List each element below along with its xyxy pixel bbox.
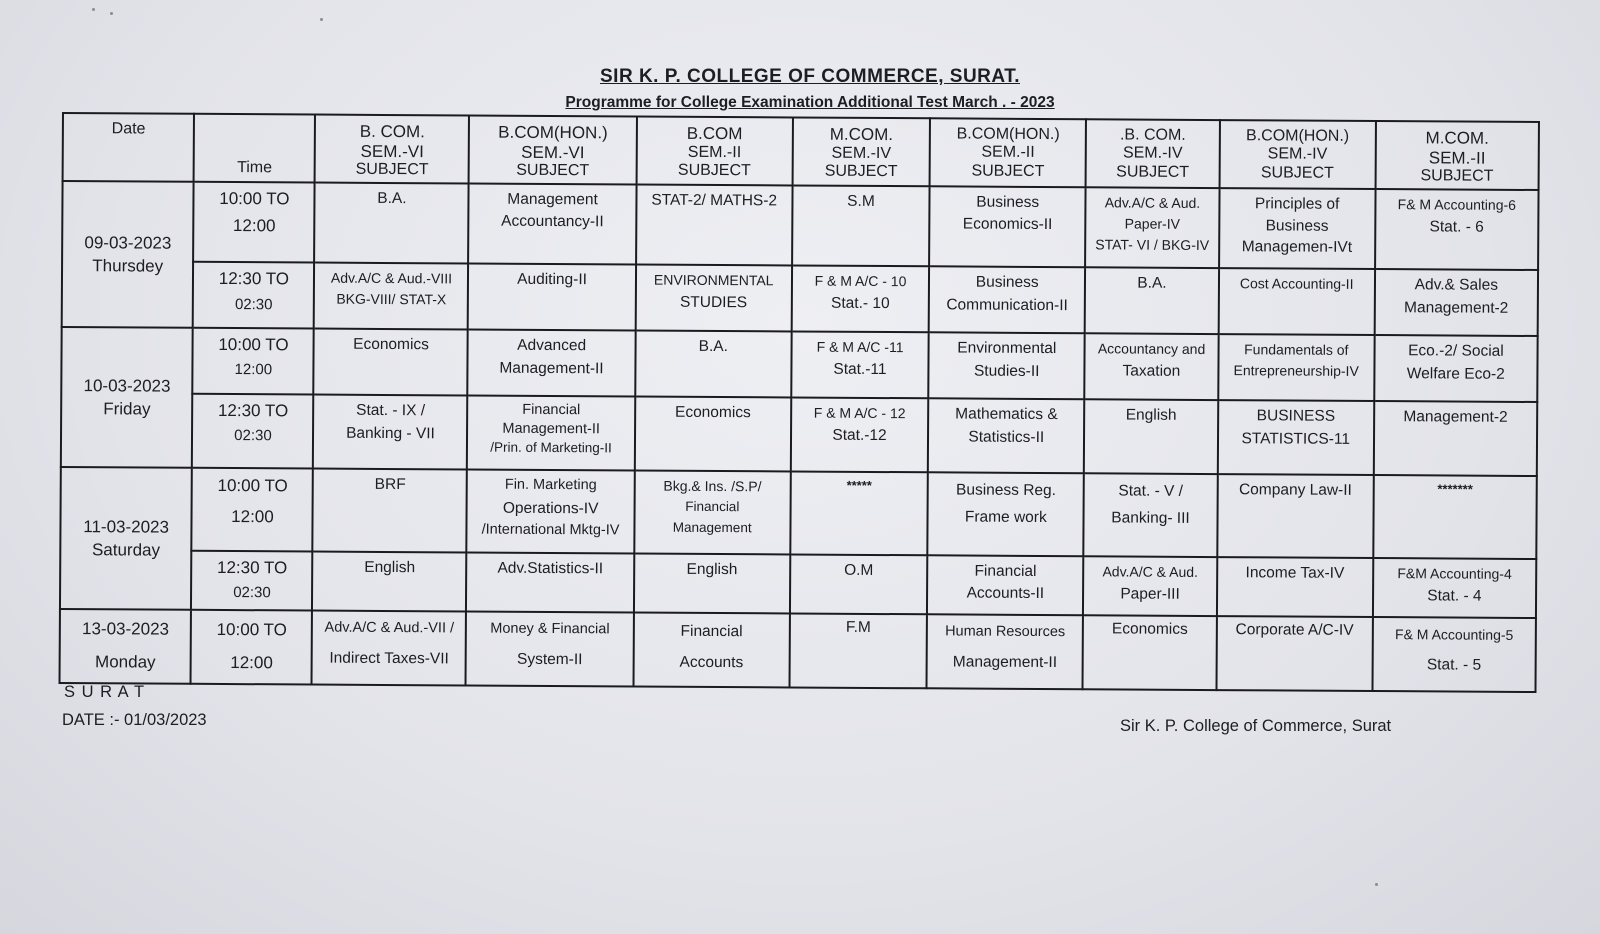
subject-cell: S.M <box>792 185 930 266</box>
subject-cell: Economics <box>1083 615 1217 690</box>
subject-cell: Business Reg. Frame work <box>928 473 1085 556</box>
footer-place: S U R A T <box>64 683 146 701</box>
subject-cell: Adv.A/C & Aud.-VIII BKG-VIII/ STAT-X <box>314 263 468 330</box>
subject-cell: Fin. Marketing Operations-IV /International Mktg-IV <box>467 470 635 553</box>
col-header-bcomhon-sem2: B.COM(HON.) SEM.-II SUBJECT <box>930 118 1086 187</box>
subject-cell: English <box>1084 399 1218 474</box>
header-row <box>63 113 1539 190</box>
col-header-bcom-sem4: .B. COM. SEM.-IV SUBJECT <box>1086 119 1220 188</box>
subject-cell: English <box>312 551 466 611</box>
table-row <box>60 609 1536 692</box>
time-cell: 12:30 TO 02:30 <box>191 550 312 610</box>
subject-cell: Management Accountancy-II <box>469 183 637 264</box>
time-cell: 10:00 TO 12:00 <box>193 182 315 263</box>
subject-cell: Human Resources Management-II <box>927 614 1083 689</box>
time-cell: 12:30 TO 02:30 <box>193 262 315 329</box>
subject-cell: Adv.Statistics-II <box>466 552 634 612</box>
subject-cell: Management-2 <box>1374 401 1538 476</box>
date-cell: 13-03-2023 Monday <box>60 609 192 684</box>
subject-cell: Business Communication-II <box>929 267 1085 334</box>
footer-date: DATE :- 01/03/2023 <box>62 711 207 729</box>
subject-cell: F & M A/C - 10 Stat.- 10 <box>791 266 929 333</box>
subject-cell: O.M <box>790 554 928 614</box>
table-row <box>60 467 1536 558</box>
subject-cell: Stat. - V / Banking- III <box>1084 474 1218 557</box>
subject-cell: Stat. - IX / Banking - VII <box>313 395 467 470</box>
time-header: Time <box>194 114 316 183</box>
time-cell: 10:00 TO 12:00 <box>192 468 314 551</box>
subject-cell: Economics <box>314 329 468 396</box>
table-row <box>62 261 1538 336</box>
exam-timetable <box>59 112 1540 693</box>
subject-cell: B.A. <box>315 183 469 264</box>
paper-speck <box>110 12 113 15</box>
subject-cell: Adv.A/C & Aud. Paper-IV STAT- VI / BKG-IV <box>1085 187 1219 268</box>
subject-cell: Mathematics & Statistics-II <box>928 398 1084 473</box>
subject-cell: BRF <box>313 469 467 552</box>
subject-cell: Economics <box>635 397 791 472</box>
date-header: Date <box>63 113 195 182</box>
subject-cell: F& M Accounting-5 Stat. - 5 <box>1372 617 1536 692</box>
subject-cell: Auditing-II <box>468 264 636 331</box>
time-cell: 12:30 TO 02:30 <box>192 394 314 469</box>
table-row <box>60 550 1536 618</box>
subject-cell: Accountancy and Taxation <box>1085 333 1219 400</box>
paper-speck <box>1375 883 1378 886</box>
subject-cell: Environmental Studies-II <box>929 333 1085 400</box>
table-row <box>62 181 1538 270</box>
paper-speck <box>92 8 95 11</box>
time-cell: 10:00 TO 12:00 <box>193 328 315 395</box>
subject-cell: Adv.A/C & Aud.-VII / Indirect Taxes-VII <box>312 610 466 685</box>
col-header-bcom-sem2: B.COM SEM.-II SUBJECT <box>636 117 792 186</box>
subject-cell: BUSINESS STATISTICS-11 <box>1218 400 1374 475</box>
subject-cell: F & M A/C - 12 Stat.-12 <box>791 398 929 473</box>
subject-cell: F& M Accounting-6 Stat. - 6 <box>1375 189 1539 270</box>
subject-cell: ENVIRONMENTAL STUDIES <box>635 265 791 332</box>
col-header-mcom-sem2: M.COM. SEM.-II SUBJECT <box>1375 121 1539 190</box>
subject-cell: STAT-2/ MATHS-2 <box>636 185 793 266</box>
col-header-bcomhon-sem4: B.COM(HON.) SEM.-IV SUBJECT <box>1219 120 1375 189</box>
table-row <box>61 393 1537 476</box>
subject-cell: Cost Accounting-II <box>1218 268 1374 335</box>
subject-cell: Money & Financial System-II <box>466 611 634 686</box>
subject-cell: Principles of Business Managemen-IVt <box>1219 188 1376 269</box>
date-cell: 09-03-2023 Thursdey <box>62 181 194 328</box>
subject-cell: English <box>634 553 790 613</box>
subject-cell: Income Tax-IV <box>1217 557 1373 617</box>
subject-cell: ******* <box>1373 475 1537 558</box>
subject-cell: F&M Accounting-4 Stat. - 4 <box>1373 558 1537 618</box>
subject-cell: Eco.-2/ Social Welfare Eco-2 <box>1374 335 1538 402</box>
subject-cell: Company Law-II <box>1217 474 1374 557</box>
college-title: SIR K. P. COLLEGE OF COMMERCE, SURAT. <box>600 66 1020 87</box>
subject-cell: Financial Accounts-II <box>927 555 1083 615</box>
date-cell: 11-03-2023 Saturday <box>60 467 192 609</box>
table-row <box>61 327 1537 402</box>
subject-cell: Advanced Management-II <box>468 330 636 397</box>
col-header-bcom-sem6: B. COM. SEM.-VI SUBJECT <box>315 115 469 184</box>
footer-signature: Sir K. P. College of Commerce, Surat <box>1120 717 1392 735</box>
subject-cell: Bkg.& Ins. /S.P/ Financial Management <box>634 471 791 554</box>
col-header-bcomhon-sem6: B.COM(HON.) SEM.-VI SUBJECT <box>469 115 637 184</box>
date-cell: 10-03-2023 Friday <box>61 327 193 468</box>
subject-cell: Corporate A/C-IV <box>1216 616 1372 691</box>
subject-cell: Adv.A/C & Aud. Paper-III <box>1083 556 1217 616</box>
exam-programme-subtitle: Programme for College Examination Additional Test March . - 2023 <box>565 94 1055 111</box>
subject-cell: Financial Accounts <box>633 612 789 687</box>
subject-cell: Business Economics-II <box>929 186 1086 267</box>
col-header-mcom-sem4: M.COM. SEM.-IV SUBJECT <box>792 117 930 186</box>
subject-cell: B.A. <box>635 331 791 398</box>
subject-cell: F.M <box>789 613 927 688</box>
subject-cell: Adv.& Sales Management-2 <box>1374 269 1538 336</box>
subject-cell: Financial Management-II /Prin. of Marketing-II <box>467 396 635 471</box>
time-cell: 10:00 TO 12:00 <box>191 609 313 684</box>
subject-cell: ***** <box>790 472 928 555</box>
subject-cell: Fundamentals of Entrepreneurship-IV <box>1218 334 1374 401</box>
subject-cell: F & M A/C -11 Stat.-11 <box>791 332 929 399</box>
subject-cell: B.A. <box>1085 268 1219 335</box>
paper-speck <box>320 18 323 21</box>
